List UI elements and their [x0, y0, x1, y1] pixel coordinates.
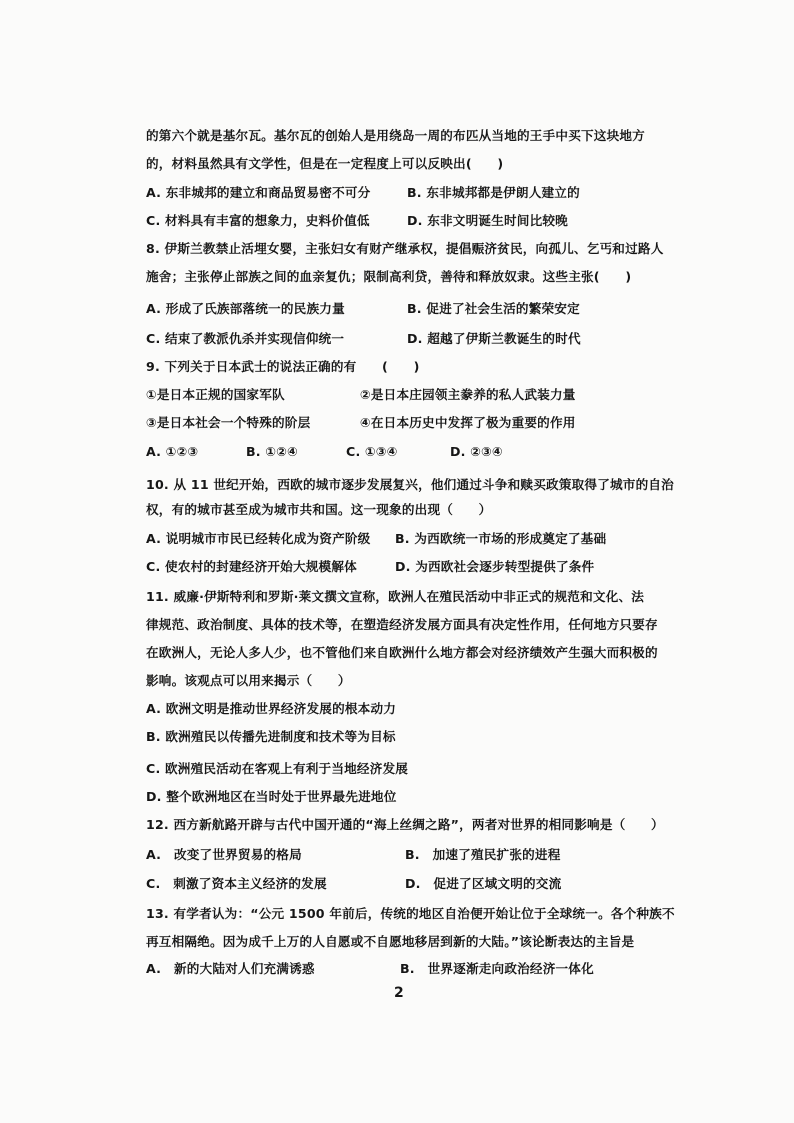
q9-option-a: A. ①②③ — [146, 444, 199, 459]
q11-stem-line-1: 11. 威廉·伊斯特利和罗斯·莱文撰文宣称，欧洲人在殖民活动中非正式的规范和文化、法 — [146, 589, 645, 604]
q11-stem-line-3: 在欧洲人，无论人多人少，也不管他们来自欧洲什么地方都会对经济绩效产生强大而积极的 — [146, 645, 658, 660]
q9-option-b: B. ①②④ — [246, 444, 298, 459]
q9-item-3: ③是日本社会一个特殊的阶层 — [146, 415, 311, 430]
q8-option-a: A. 形成了氏族部落统一的民族力量 — [146, 301, 345, 316]
q7-option-d: D. 东非文明诞生时间比较晚 — [407, 213, 568, 228]
q13-option-a: A. 新的大陆对人们充满诱惑 — [146, 961, 315, 976]
q9-item-2: ②是日本庄园领主豢养的私人武装力量 — [360, 387, 576, 402]
q12-stem: 12. 西方新航路开辟与古代中国开通的“海上丝绸之路”，两者对世界的相同影响是（ ） — [146, 817, 664, 832]
q13-stem-line-2: 再互相隔绝。因为成千上万的人自愿或不自愿地移居到新的大陆。”该论断表达的主旨是 — [146, 934, 635, 949]
q9-item-1: ①是日本正规的国家军队 — [146, 387, 285, 402]
q10-option-b: B. 为西欧统一市场的形成奠定了基础 — [395, 531, 607, 546]
q12-option-b: B. 加速了殖民扩张的进程 — [405, 847, 561, 862]
q11-option-d: D. 整个欧洲地区在当时处于世界最先进地位 — [146, 789, 397, 804]
q12-option-c: C. 刺激了资本主义经济的发展 — [146, 876, 327, 891]
q9-stem: 9. 下列关于日本武士的说法正确的有 ( ) — [146, 359, 420, 374]
q8-stem-line-2: 施舍；主张停止部族之间的血亲复仇；限制高利贷，善待和释放奴隶。这些主张( ) — [146, 269, 632, 284]
q11-option-b: B. 欧洲殖民以传播先进制度和技术等为目标 — [146, 729, 396, 744]
q9-item-4: ④在日本历史中发挥了极为重要的作用 — [360, 415, 576, 430]
q9-option-c: C. ①③④ — [346, 444, 398, 459]
q11-option-c: C. 欧洲殖民活动在客观上有利于当地经济发展 — [146, 761, 409, 776]
q9-option-d: D. ②③④ — [450, 444, 503, 459]
q7-stem-line-2: 的，材料虽然具有文学性，但是在一定程度上可以反映出( ) — [146, 156, 504, 171]
q10-stem-line-1: 10. 从 11 世纪开始，西欧的城市逐步发展复兴，他们通过斗争和赎买政策取得了城市的自治 — [146, 477, 674, 492]
q8-option-b: B. 促进了社会生活的繁荣安定 — [407, 301, 580, 316]
q13-option-b: B. 世界逐渐走向政治经济一体化 — [400, 961, 594, 976]
q12-option-a: A. 改变了世界贸易的格局 — [146, 847, 302, 862]
q10-option-d: D. 为西欧社会逐步转型提供了条件 — [395, 559, 595, 574]
q13-stem-line-1: 13. 有学者认为：“公元 1500 年前后，传统的地区自治便开始让位于全球统一。各个种族不 — [146, 906, 675, 921]
q8-option-d: D. 超越了伊斯兰教诞生的时代 — [407, 331, 581, 346]
q11-stem-line-4: 影响。该观点可以用来揭示（ ） — [146, 673, 351, 688]
q8-stem-line-1: 8. 伊斯兰教禁止活埋女婴，主张妇女有财产继承权，提倡赈济贫民，向孤儿、乞丐和过路人 — [146, 241, 664, 256]
q10-option-a: A. 说明城市市民已经转化成为资产阶级 — [146, 531, 371, 546]
q11-stem-line-2: 律规范、政治制度、具体的技术等，在塑造经济发展方面具有决定性作用，任何地方只要存 — [146, 617, 658, 632]
q8-option-c: C. 结束了教派仇杀并实现信仰统一 — [146, 331, 345, 346]
q7-option-a: A. 东非城邦的建立和商品贸易密不可分 — [146, 185, 371, 200]
q10-option-c: C. 使农村的封建经济开始大规模解体 — [146, 559, 357, 574]
page-number: 2 — [394, 985, 404, 1001]
q7-option-b: B. 东非城邦都是伊朗人建立的 — [407, 185, 580, 200]
q11-option-a: A. 欧洲文明是推动世界经济发展的根本动力 — [146, 701, 397, 716]
q12-option-d: D. 促进了区域文明的交流 — [405, 876, 562, 891]
q10-stem-line-2: 权，有的城市甚至成为城市共和国。这一现象的出现（ ） — [146, 502, 492, 517]
q7-option-c: C. 材料具有丰富的想象力，史料价值低 — [146, 213, 370, 228]
q7-stem-line-1: 的第六个就是基尔瓦。基尔瓦的创始人是用绕岛一周的布匹从当地的王手中买下这块地方 — [146, 128, 645, 143]
